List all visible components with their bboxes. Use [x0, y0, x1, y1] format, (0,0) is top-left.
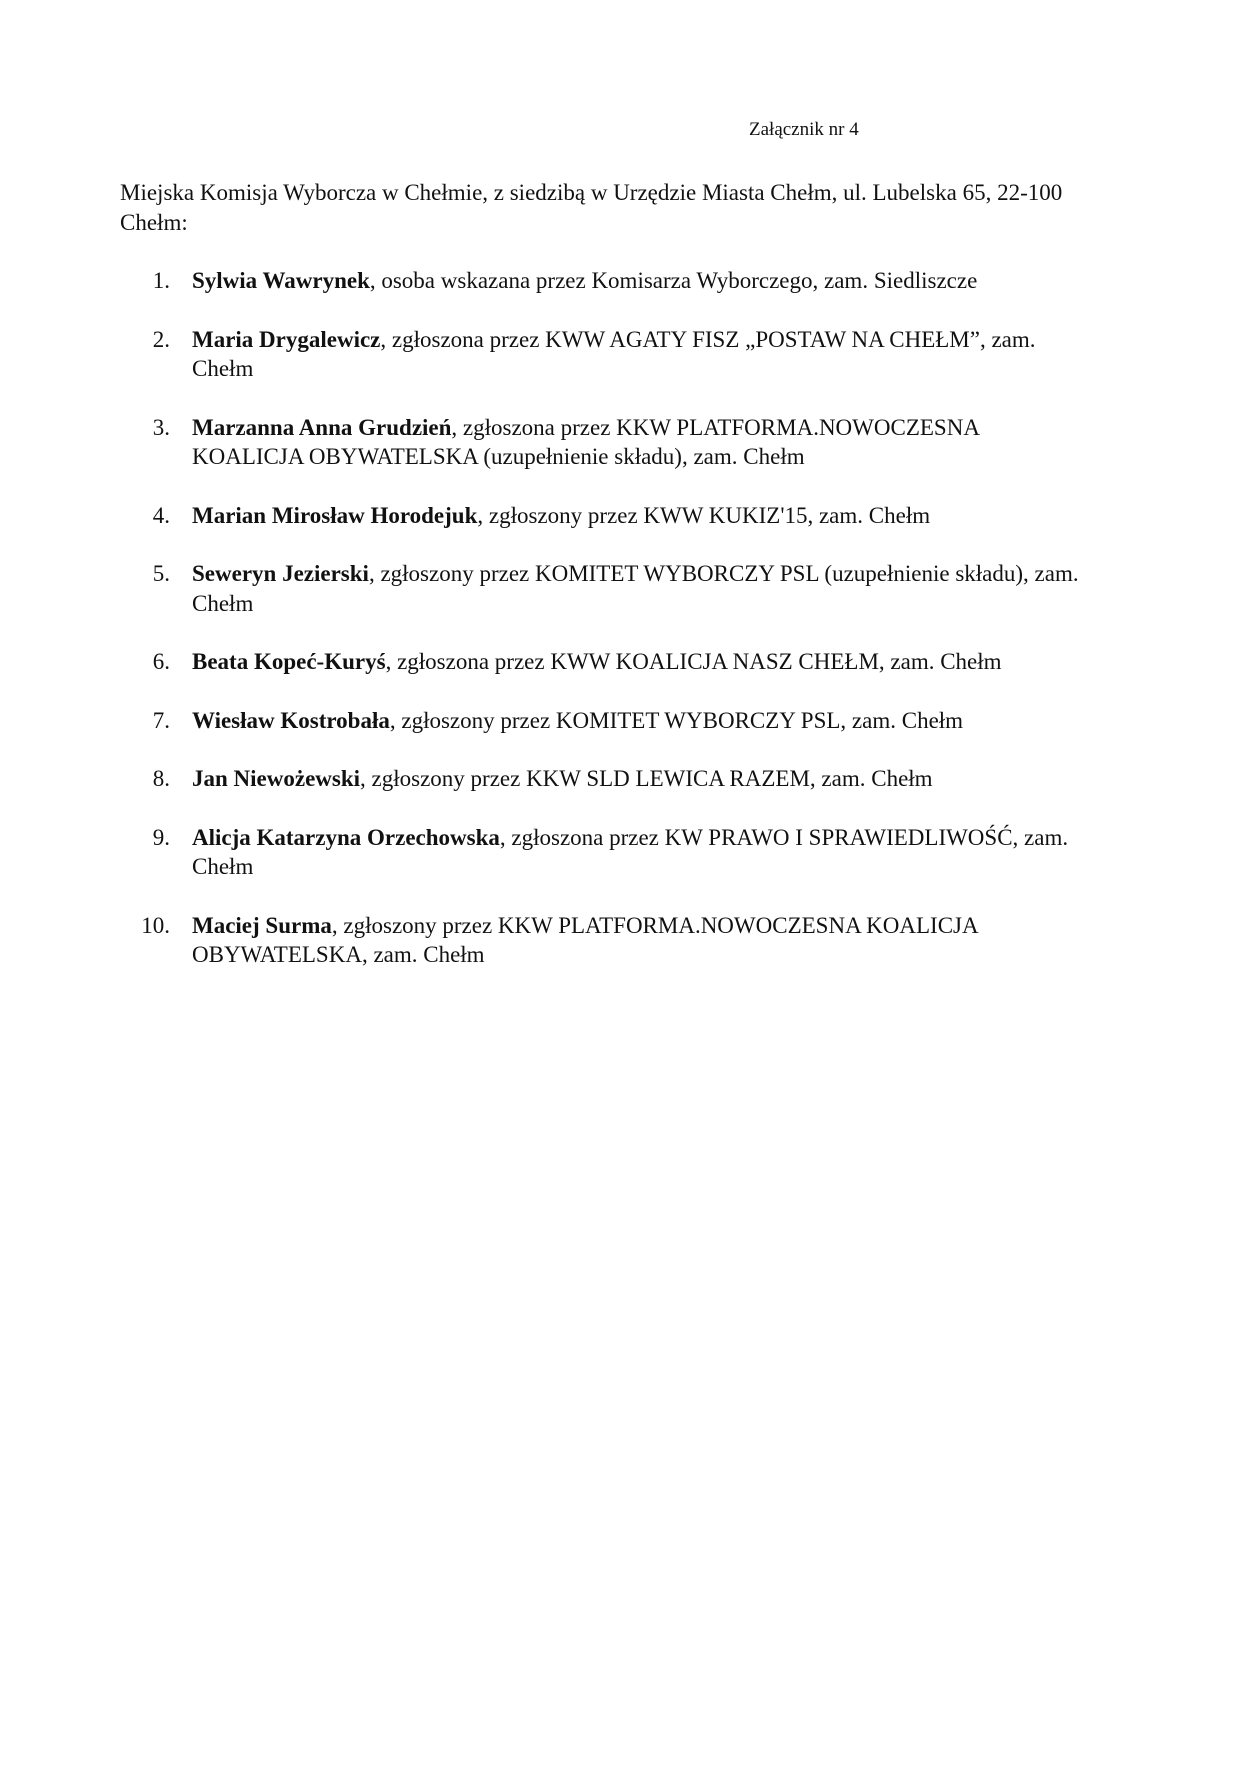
list-item	[120, 325, 1080, 384]
members-list	[120, 266, 1080, 999]
list-item	[120, 501, 1080, 531]
member-details: , zgłoszony przez KWW KUKIZ'15, zam. Chełm	[477, 502, 931, 528]
item-number: 5.	[152, 561, 170, 586]
item-number: 7.	[152, 707, 170, 733]
member-details: , zgłoszona przez KWW KOALICJA NASZ CHEŁM, zam. Chełm	[385, 649, 1002, 674]
item-number: 4.	[152, 502, 170, 528]
list-item	[120, 911, 1080, 970]
intro-paragraph: Miejska Komisja Wyborcza w Chełmie, z siedzibą w Urzędzie Miasta Chełm, ul. Lubelska 65, 22-100 Chełm:	[120, 180, 1063, 235]
item-number: 2.	[152, 326, 170, 352]
member-name: Beata Kopeć-Kuryś	[192, 649, 386, 674]
member-details: , zgłoszony przez KOMITET WYBORCZY PSL (uzupełnienie składu), zam. Chełm	[192, 561, 1079, 616]
member-name: Alicja Katarzyna Orzechowska	[192, 824, 500, 850]
member-name: Seweryn Jezierski	[192, 561, 369, 586]
list-item	[120, 413, 1080, 472]
member-name: Maria Drygalewicz	[192, 326, 381, 352]
item-number: 9.	[152, 824, 170, 850]
member-details: , zgłoszony przez KKW PLATFORMA.NOWOCZESNA KOALICJA OBYWATELSKA, zam. Chełm	[192, 912, 978, 967]
member-name: Maciej Surma	[192, 912, 332, 938]
list-item	[120, 266, 1080, 296]
item-number: 6.	[152, 649, 170, 674]
list-item	[120, 823, 1080, 882]
annex-label: Załącznik nr 4	[749, 119, 859, 140]
member-details: , zgłoszona przez KWW AGATY FISZ „POSTAW NA CHEŁM”, zam. Chełm	[192, 326, 1036, 381]
item-number: 1.	[152, 268, 170, 293]
member-name: Sylwia Wawrynek	[192, 268, 370, 293]
list-item	[120, 706, 1080, 736]
list-item	[120, 559, 1080, 618]
member-details: , zgłoszony przez KKW SLD LEWICA RAZEM, zam. Chełm	[360, 766, 933, 791]
list-item	[120, 764, 1080, 794]
member-details: , zgłoszona przez KKW PLATFORMA.NOWOCZESNA KOALICJA OBYWATELSKA (uzupełnienie składu), zam. Chełm	[192, 414, 979, 469]
member-details: , osoba wskazana przez Komisarza Wyborczego, zam. Siedliszcze	[369, 268, 978, 293]
member-name: Marzanna Anna Grudzień	[192, 414, 452, 440]
member-name: Jan Niewożewski	[192, 766, 361, 791]
item-number: 10.	[141, 912, 170, 938]
member-details: , zgłoszona przez KW PRAWO I SPRAWIEDLIWOŚĆ, zam. Chełm	[192, 824, 1069, 879]
member-name: Marian Mirosław Horodejuk	[192, 502, 478, 528]
item-number: 8.	[152, 766, 170, 791]
member-name: Wiesław Kostrobała	[192, 707, 390, 733]
item-number: 3.	[152, 414, 170, 440]
list-item	[120, 647, 1080, 677]
member-details: , zgłoszony przez KOMITET WYBORCZY PSL, zam. Chełm	[389, 707, 964, 733]
